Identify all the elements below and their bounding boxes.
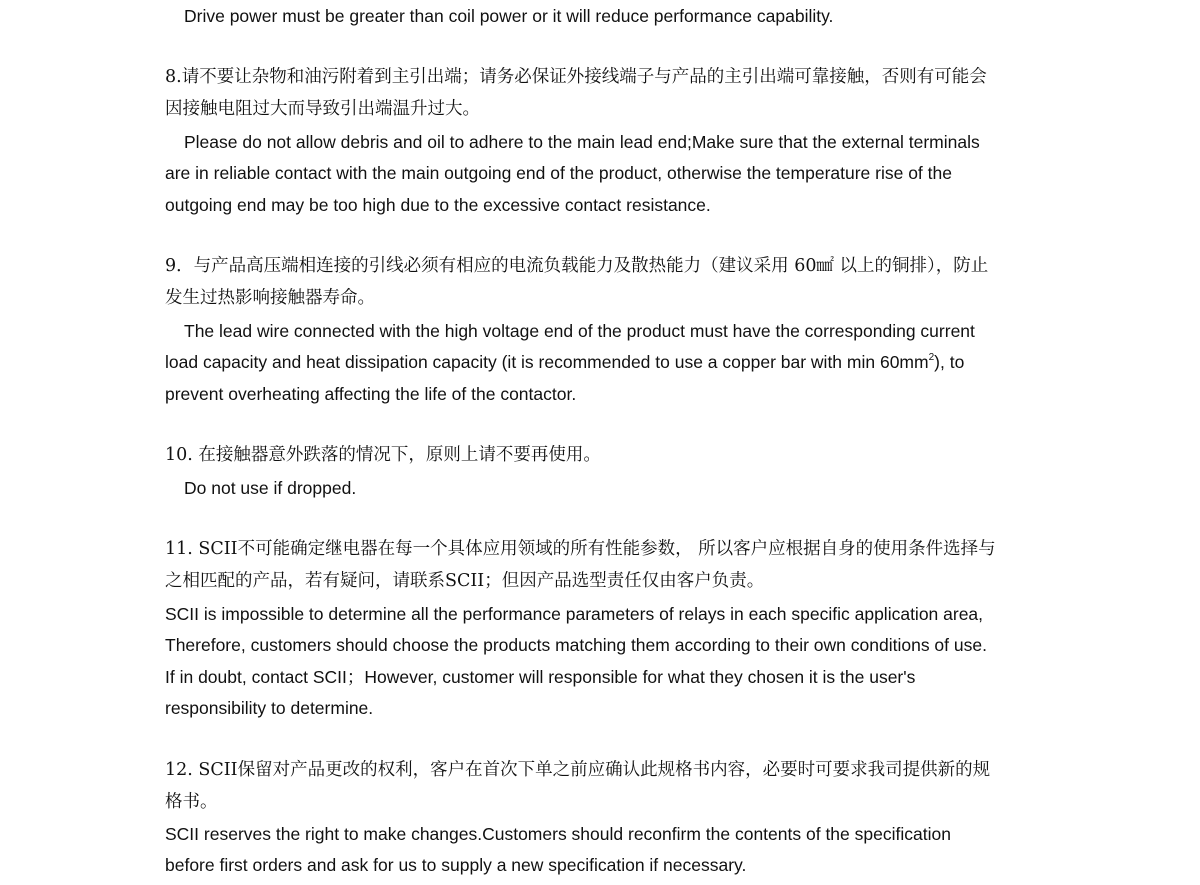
item-11-zh-line-2: 之相匹配的产品，若有疑问，请联系SCII；但因产品选型责任仅由客户负责。 [165, 571, 765, 591]
item-11-zh-line-1: 11. SCII不可能确定继电器在每一个具体应用领域的所有性能参数， 所以客户应根据自身的使用条件选择与 [165, 539, 996, 559]
item-8-en-line-1: Please do not allow debris and oil to adhere to the main lead end;Make sure that the external terminals [184, 132, 980, 152]
item-11-en-line-3: If in doubt, contact SCII；However, customer will responsible for what they chosen it is the user's [165, 667, 916, 687]
item-8-en-line-3: outgoing end may be too high due to the excessive contact resistance. [165, 195, 711, 215]
item-12-zh-line-2: 格书。 [165, 792, 218, 812]
item-12-en-line-2: before first orders and ask for us to supply a new specification if necessary. [165, 855, 747, 875]
item-8-en-line-2: are in reliable contact with the main outgoing end of the product, otherwise the temperature rise of the [165, 163, 952, 183]
item-12-en-line-1: SCII reserves the right to make changes.Customers should reconfirm the contents of the specification [165, 824, 951, 844]
item-9-en-line-2 [165, 354, 964, 372]
item-9-en-line-3: prevent overheating affecting the life of the contactor. [165, 384, 577, 404]
item-9-en-line-2-text: load capacity and heat dissipation capacity (it is recommended to use a copper bar with min 60mm [165, 352, 929, 372]
item-9-zh-line-1: 9．与产品高压端相连接的引线必须有相应的电流负载能力及散热能力（建议采用 60㎟ 以上的铜排），防止 [165, 256, 989, 276]
item-11-en-line-1: SCII is impossible to determine all the performance parameters of relays in each specific application area, [165, 604, 984, 624]
squared-superscript: 2 [928, 352, 935, 363]
item-8-zh-line-2: 因接触电阻过大而导致引出端温升过大。 [165, 99, 480, 119]
item-9-zh-line-2: 发生过热影响接触器寿命。 [165, 288, 375, 308]
item-10-en-line-1: Do not use if dropped. [184, 478, 357, 498]
item-8-zh-line-1: 8.请不要让杂物和油污附着到主引出端；请务必保证外接线端子与产品的主引出端可靠接触，否则有可能会 [165, 67, 987, 87]
item-9-en-line-1: The lead wire connected with the high voltage end of the product must have the corresponding current [184, 321, 975, 341]
item-11-en-line-4: responsibility to determine. [165, 698, 374, 718]
item-9-en-line-2-end: ), to [934, 352, 965, 372]
item-12-zh-line-1: 12. SCII保留对产品更改的权利，客户在首次下单之前应确认此规格书内容，必要时可要求我司提供新的规 [165, 760, 991, 780]
item-10-zh-line-1: 10. 在接触器意外跌落的情况下，原则上请不要再使用。 [165, 445, 601, 465]
item-11-en-line-2: Therefore, customers should choose the products matching them according to their own conditions of use. [165, 635, 987, 655]
drive-power-note: Drive power must be greater than coil power or it will reduce performance capability. [184, 6, 834, 26]
